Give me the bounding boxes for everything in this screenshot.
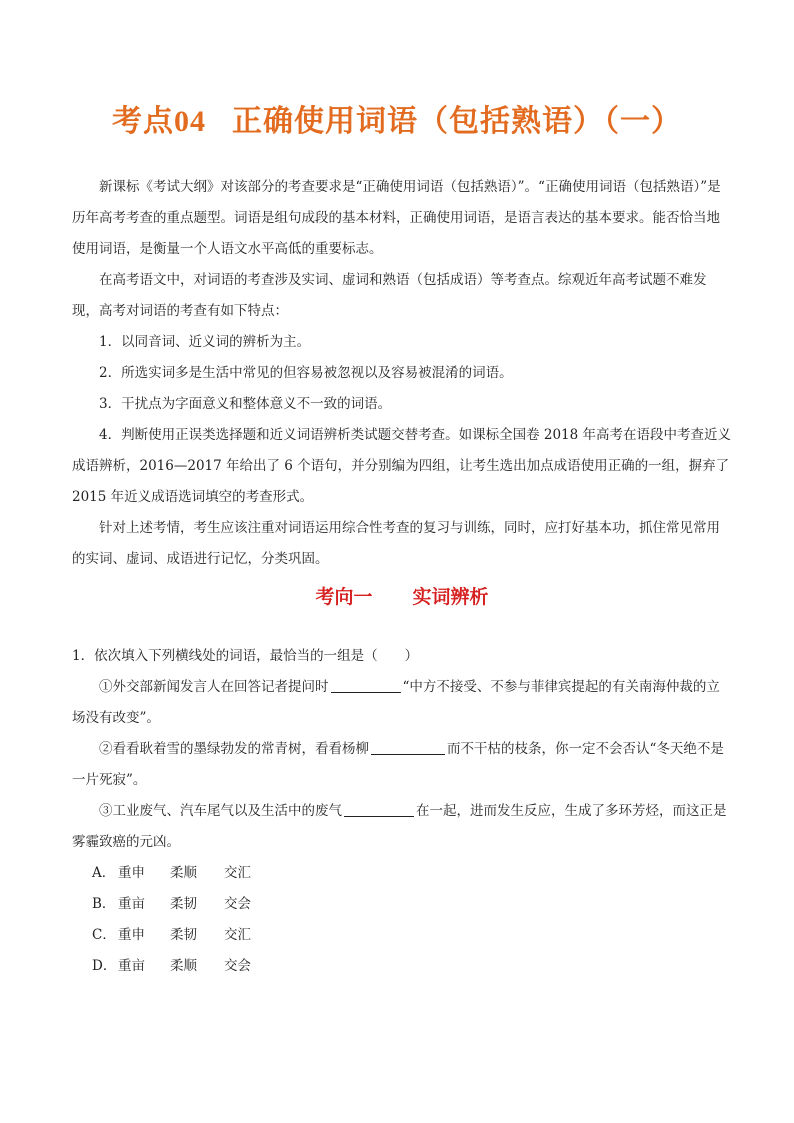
intro-paragraph: 新课标《考试大纲》对该部分的考查要求是“正确使用词语（包括熟语）”。“正确使用词语（包括熟语）”是历年高考考查的重点题型。词语是组句成段的基本材料，正确使用词语，是语言表达的基本要求。能否恰当地使用词语，是衡量一个人语文水平高低的重要标志。 <box>72 179 721 257</box>
question-sentence-2: ②看看耿着雪的墨绿勃发的常青树，看看杨柳 而不干枯的枝条，你一定不会否认“冬天绝不是一片死寂”。 <box>72 734 732 796</box>
answer-option-d[interactable]: D． 重亩 柔顺 交会 <box>92 958 251 974</box>
question-stem: 1．依次填入下列横线处的词语，最恰当的一组是（ ） <box>72 648 419 664</box>
answer-option-a[interactable]: A． 重申 柔顺 交汇 <box>92 865 251 881</box>
question-sentence-3: ③工业废气、汽车尾气以及生活中的废气 在一起，进而发生反应，生成了多环芳烃，而这正是雾霾致癌的元凶。 <box>72 796 732 858</box>
answer-blank <box>371 738 445 755</box>
question-sentence-1: ①外交部新闻发言人在回答记者提问时 “中方不接受、不参与菲律宾提起的有关南海仲裁的立场没有改变”。 <box>72 672 732 734</box>
page-title <box>0 96 794 140</box>
feature-point: 4．判断使用正误类选择题和近义词语辨析类试题交替考查。如课标全国卷 2018 年高考在语段中考查近义成语辨析，2016—2017 年给出了 6 个语句，并分别编为四组，让考生选出加点成语使用正确的一组，摒弃了 2015 年近义成语选词填空的考查形式。 <box>72 427 732 505</box>
feature-point: 1．以同音词、近义词的辨析为主。 <box>99 334 311 350</box>
section-label: 考向一 <box>315 586 373 608</box>
answer-option-b[interactable]: B． 重亩 柔韧 交会 <box>92 896 251 912</box>
title-prefix: 考点 <box>112 104 174 139</box>
conclusion-paragraph: 针对上述考情，考生应该注重对词语运用综合性考查的复习与训练，同时，应打好基本功，抓住常见常用的实词、虚词、成语进行记忆，分类巩固。 <box>72 520 720 567</box>
feature-point: 2．所选实词多是生活中常见的但容易被忽视以及容易被混淆的词语。 <box>99 365 513 381</box>
answer-option-c[interactable]: C． 重申 柔韧 交汇 <box>92 927 251 943</box>
section-heading <box>72 577 732 617</box>
document-body <box>72 172 732 982</box>
section-topic: 实词辨析 <box>412 586 489 608</box>
title-main: 正确使用词语（包括熟语）（一） <box>232 104 682 139</box>
intro-paragraph: 在高考语文中，对词语的考查涉及实词、虚词和熟语（包括成语）等考查点。综观近年高考试题不难发现，高考对词语的考查有如下特点： <box>72 272 707 319</box>
title-number: 04 <box>174 105 206 138</box>
answer-blank <box>331 676 401 693</box>
answer-blank <box>344 800 414 817</box>
feature-point: 3．干扰点为字面意义和整体意义不一致的词语。 <box>99 396 392 412</box>
